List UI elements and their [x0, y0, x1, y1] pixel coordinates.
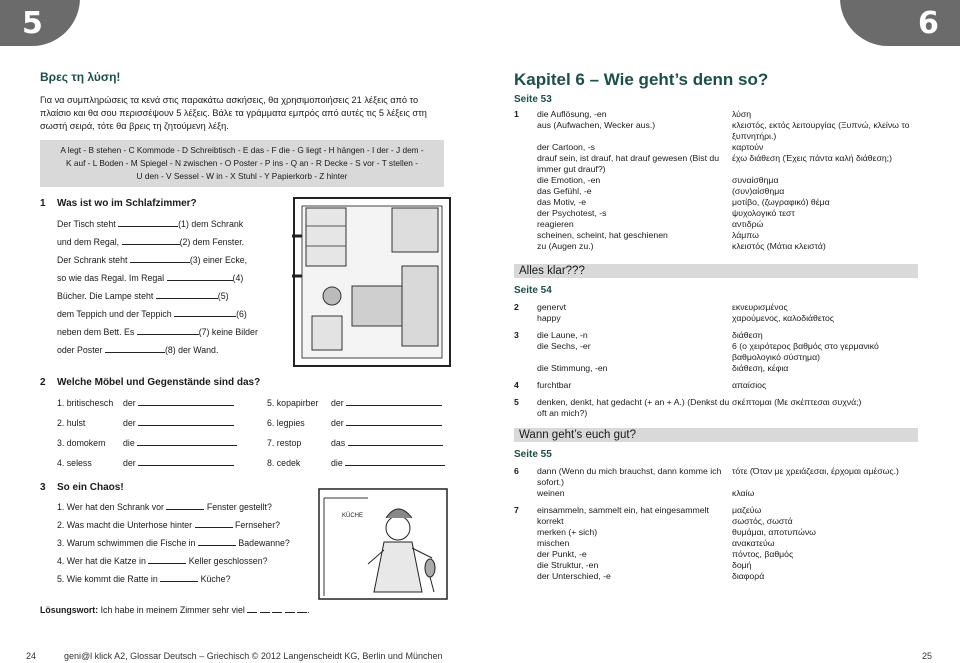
page-title-right: Kapitel 6 – Wie geht’s denn so?	[514, 70, 769, 89]
word-box-line: K auf - L Boden - M Spiegel - N zwischen - O Poster - P ins - Q an - R Decke - S vor - T stellen -	[66, 158, 418, 168]
section-band-wann-gehts: Wann geht’s euch gut?	[514, 428, 918, 442]
vocab-row: der Unterschied, -e διαφορά	[537, 571, 765, 581]
vocab-row: 6 dann (Wenn du mich brauchst, dann komme ich sofort.) τότε (Όταν με χρειάζεσαι, έρχομαι αμέσως.)	[514, 466, 899, 487]
ex1-title: Was ist wo im Schlafzimmer?	[57, 198, 197, 209]
vocab-row: die Sechs, -er 6 (ο χειρότερος βαθμός στο γερμανικό βαθμολογικό σύστημα)	[537, 341, 879, 362]
ex2-number: 2	[40, 377, 46, 388]
ex2-right-column	[267, 397, 457, 477]
vocab-row: der Psychotest, -s ψυχολογικό τεστ	[537, 208, 795, 218]
ex2-item: 7. restop das	[267, 437, 457, 457]
ex1-line: neben dem Bett. Es (7) keine Bilder	[57, 327, 258, 337]
vocab-row: das Motiv, -e μοτίβο, (ζωγραφικό) θέμα	[537, 197, 830, 207]
vocab-row: die Struktur, -en δομή	[537, 560, 752, 570]
chapter-number-right: 6	[918, 6, 939, 41]
ex2-item: 3. domokem die	[57, 437, 247, 457]
ex3-item: 3. Warum schwimmen die Fische in Badewanne?	[57, 538, 290, 548]
ex3-item: 4. Wer hat die Katze in Keller geschlossen?	[57, 556, 268, 566]
ex2-item: 4. seless der	[57, 457, 247, 477]
chapter-number-left: 5	[22, 6, 43, 41]
ex1-line: so wie das Regal. Im Regal (4)	[57, 273, 244, 283]
vocab-row: reagieren αντιδρώ	[537, 219, 764, 229]
solution-text: Ich habe in meinem Zimmer sehr viel	[100, 605, 245, 615]
ex2-title: Welche Möbel und Gegenstände sind das?	[57, 377, 261, 388]
ex2-left-column	[57, 397, 247, 477]
vocab-row: mischen ανακατεύω	[537, 538, 775, 548]
ex1-line: Bücher. Die Lampe steht (5)	[57, 291, 229, 301]
ex1-line: oder Poster (8) der Wand.	[57, 345, 219, 355]
vocab-table-55	[514, 466, 924, 582]
ex1-line: und dem Regal, (2) dem Fenster.	[57, 237, 245, 247]
vocab-row: der Punkt, -e πόντος, βαθμός	[537, 549, 794, 559]
vocab-row: das Gefühl, -e (συν)αίσθημα	[537, 186, 785, 196]
ex1-number: 1	[40, 198, 46, 209]
ex2-item: 1. britischesch der	[57, 397, 247, 417]
word-box-line: U den - V Sessel - W in - X Stuhl - Y Papierkorb - Z hinter	[136, 171, 348, 181]
vocab-row: zu (Augen zu.) κλειστός (Μάτια κλειστά)	[537, 241, 826, 251]
ex1-line: dem Teppich und der Teppich (6)	[57, 309, 247, 319]
vocab-row: 5 denken, denkt, hat gedacht (+ an + A.) (Denkst du oft an mich?) σκέπτομαι (Με σκέπτεσαι συχνά;)	[514, 397, 862, 418]
solution-label: Lösungswort:	[40, 605, 99, 615]
vocab-row: weinen κλαίω	[537, 488, 755, 498]
kitchen-cartoon-illustration	[318, 488, 448, 600]
vocab-row: 2 genervt εκνευρισμένος	[514, 302, 788, 312]
vocab-row: korrekt σωστός, σωστά	[537, 516, 793, 526]
vocab-row: 4 furchtbar απαίσιος	[514, 380, 767, 390]
ex3-item: 5. Wie kommt die Ratte in Küche?	[57, 574, 231, 584]
section-band-alles-klar: Alles klar???	[514, 264, 918, 278]
vocab-table-53	[514, 109, 924, 252]
word-box-line: A legt - B stehen - C Kommode - D Schreibtisch - E das - F die - G liegt - H hängen - I der - J dem -	[60, 145, 424, 155]
ex3-item: 1. Wer hat den Schrank vor Fenster gestellt?	[57, 502, 272, 512]
intro-text: Για να συμπληρώσεις τα κενά στις παρακάτω ασκήσεις, θα χρησιμοποιήσεις 21 λέξεις από το πλαίσιο και θα σου περισσέψουν 5 λέξεις. Βάλε τα γράμματα εμπρός από αυτές τις 5 λέξεις στη σωστή σειρά, τότε θα βρεις τη ζητούμενη λέξη.	[40, 95, 427, 131]
ex2-item: 6. legpies der	[267, 417, 457, 437]
ex2-item: 8. cedek die	[267, 457, 457, 477]
vocab-row: die Emotion, -en συναίσθημα	[537, 175, 779, 185]
bedroom-illustration	[292, 196, 452, 368]
page-ref-55: Seite 55	[514, 449, 552, 460]
solution-line: Lösungswort: Ich habe in meinem Zimmer sehr viel .	[40, 605, 310, 615]
footer-copyright: geni@l klick A2, Glossar Deutsch – Griechisch © 2012 Langenscheidt KG, Berlin und München	[64, 651, 443, 661]
ex3-list	[57, 501, 317, 591]
ex1-text	[57, 218, 287, 362]
ex2-item: 2. hulst der	[57, 417, 247, 437]
ex3-number: 3	[40, 482, 46, 493]
vocab-row: aus (Aufwachen, Wecker aus.) κλειστός, εκτός λειτουργίας (Ξυπνώ, κλείνω το ξυπνητήρι.)	[537, 120, 910, 141]
vocab-row: 3 die Laune, -n διάθεση	[514, 330, 763, 340]
vocab-row: die Stimmung, -en διάθεση, κέφια	[537, 363, 789, 373]
vocab-row: drauf sein, ist drauf, hat drauf gewesen (Bist du immer gut drauf?) έχω διάθεση (Έχεις πάντα καλή διάθεση;)	[537, 153, 892, 174]
ex2-item: 5. kopapirber der	[267, 397, 457, 417]
vocab-row: der Cartoon, -s καρτούν	[537, 142, 764, 152]
ex3-title: So ein Chaos!	[57, 482, 124, 493]
page-number-left: 24	[26, 651, 37, 661]
ex1-line: Der Schrank steht (3) einer Ecke,	[57, 255, 248, 265]
page-title-left: Βρες τη λύση!	[40, 70, 121, 84]
page-ref-53: Seite 53	[514, 94, 552, 105]
vocab-row: 7 einsammeln, sammelt ein, hat eingesammelt μαζεύω	[514, 505, 762, 515]
vocab-row: 1 die Auflösung, -en λύση	[514, 109, 752, 119]
page-number-right: 25	[922, 651, 933, 661]
chapter-tab-right	[840, 0, 960, 46]
vocab-row: merken (+ sich) θυμάμαι, αποτυπώνω	[537, 527, 816, 537]
page-ref-54: Seite 54	[514, 285, 552, 296]
ex3-item: 2. Was macht die Unterhose hinter Fernseher?	[57, 520, 281, 530]
vocab-row: scheinen, scheint, hat geschienen λάμπω	[537, 230, 759, 240]
kitchen-sign: KÜCHE	[342, 513, 364, 519]
word-box	[40, 140, 444, 187]
ex1-line: Der Tisch steht (1) dem Schrank	[57, 219, 244, 229]
vocab-table-54	[514, 302, 924, 419]
vocab-row: happy χαρούμενος, καλοδιάθετος	[537, 313, 835, 323]
